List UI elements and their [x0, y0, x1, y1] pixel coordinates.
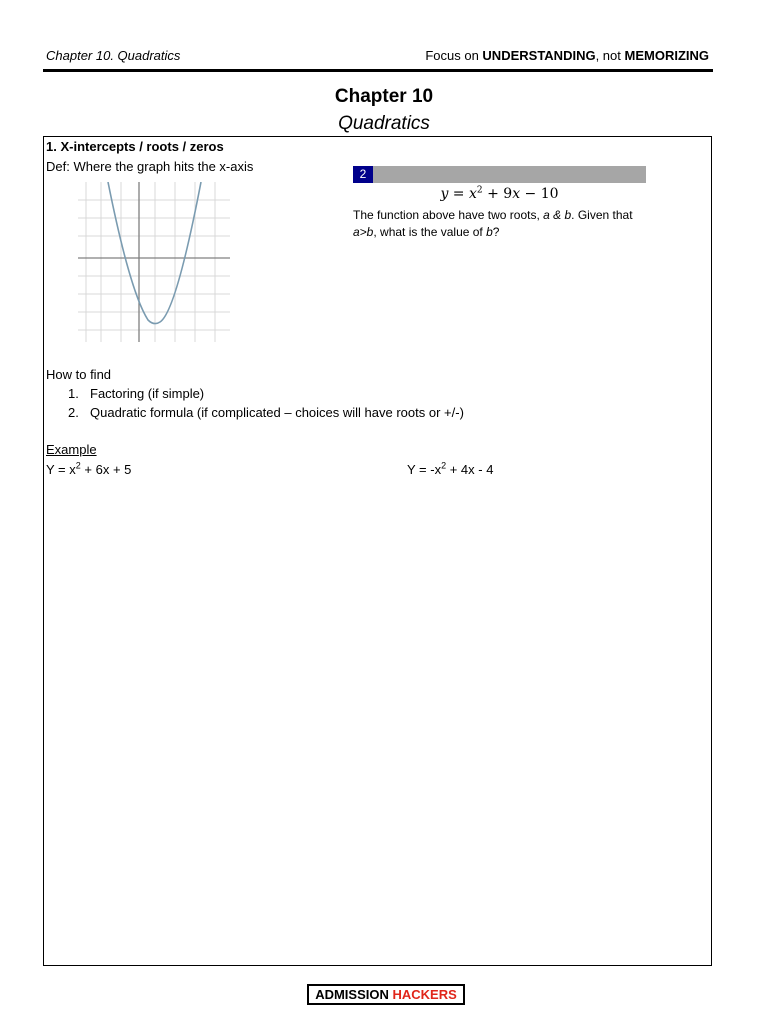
header-motto	[425, 48, 709, 63]
eq2-post: + 4x - 4	[446, 462, 494, 477]
question-vars: a & b	[543, 208, 572, 222]
eq2-exponent: 2	[441, 460, 447, 471]
step-factoring	[68, 386, 204, 401]
example-label: Example	[46, 442, 97, 457]
step-number: 2.	[68, 405, 79, 420]
question-text	[353, 207, 653, 241]
motto-prefix: Focus on	[425, 48, 483, 63]
question-equation	[353, 186, 646, 202]
question-text-part: . Given that	[571, 208, 633, 222]
section-heading: 1. X-intercepts / roots / zeros	[46, 139, 224, 154]
question-text-part: The function above have two roots,	[353, 208, 544, 222]
eq-constant: − 10	[520, 186, 559, 202]
step-number: 1.	[68, 386, 79, 401]
chapter-subtitle: Quadratics	[338, 113, 430, 134]
question-bar	[353, 166, 646, 183]
question-text-part: , what is the value of	[373, 225, 487, 239]
eq-x: x	[469, 186, 477, 202]
parabola-graph	[78, 182, 230, 342]
eq-plus-term: + 9	[482, 186, 513, 202]
question-number-badge: 2	[353, 166, 373, 183]
eq-exponent: 2	[476, 185, 483, 196]
question-target-var: b	[486, 225, 493, 239]
eq-y: y	[440, 186, 449, 202]
eq1-post: + 6x + 5	[80, 462, 132, 477]
logo-text-red: HACKERS	[392, 987, 457, 1002]
eq-equals: =	[448, 186, 469, 202]
header-rule	[43, 69, 713, 72]
eq1-exponent: 2	[75, 460, 81, 471]
motto-mid: , not	[595, 48, 625, 63]
eq-x-linear: x	[512, 186, 521, 202]
example-equation-2	[407, 462, 493, 477]
example-equation-1	[46, 462, 131, 477]
admission-hackers-logo	[307, 984, 465, 1005]
chapter-title: Chapter 10	[334, 86, 434, 107]
logo-text-black: ADMISSION	[315, 987, 389, 1002]
question-condition: a>b	[353, 225, 374, 239]
step-text: Quadratic formula (if complicated – choices will have roots or +/-)	[90, 405, 464, 420]
how-to-find-label: How to find	[46, 367, 112, 382]
step-text: Factoring (if simple)	[90, 386, 205, 401]
motto-bold-memorizing: MEMORIZING	[624, 48, 709, 63]
motto-bold-understanding: UNDERSTANDING	[482, 48, 596, 63]
eq1-pre: Y = x	[46, 462, 76, 477]
eq2-pre: Y = -x	[407, 462, 442, 477]
header-chapter-label: Chapter 10. Quadratics	[46, 48, 181, 63]
question-text-part: ?	[492, 225, 500, 239]
step-quadratic-formula	[68, 405, 464, 420]
graph-grid	[78, 182, 230, 342]
definition-text: Def: Where the graph hits the x-axis	[46, 159, 254, 174]
